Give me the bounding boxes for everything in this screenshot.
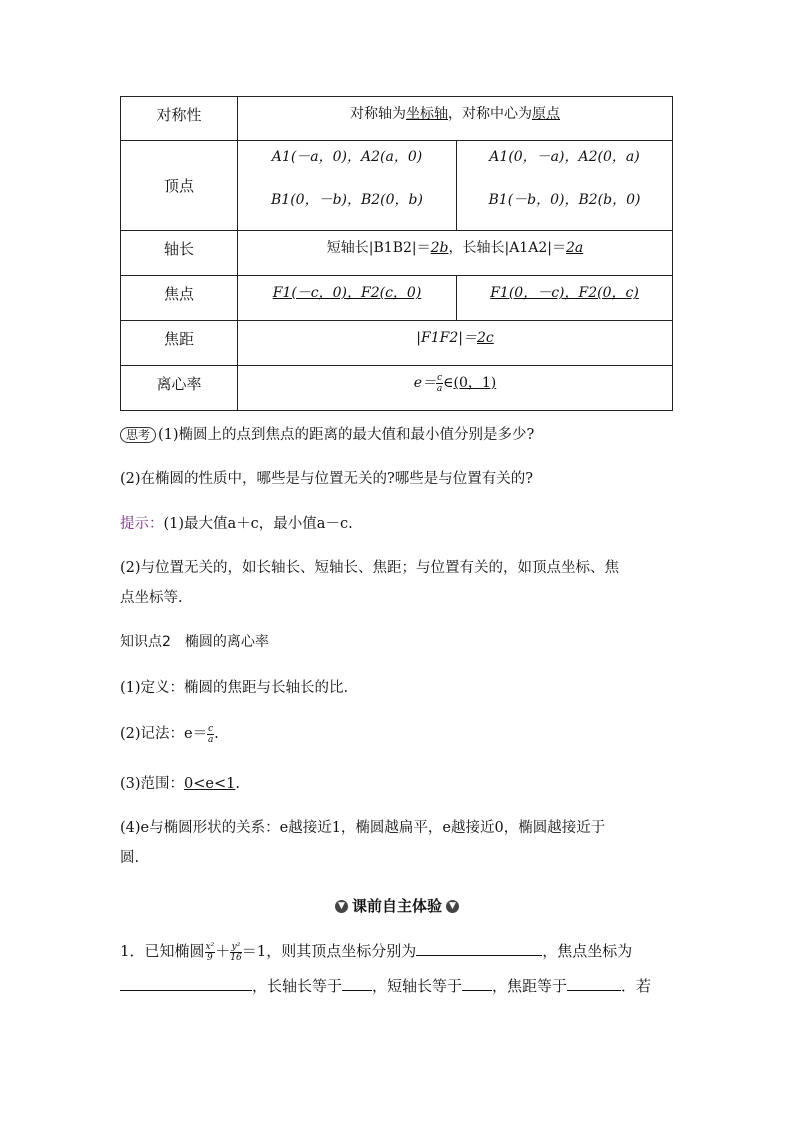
- hint-label: 提示：: [120, 516, 164, 532]
- eccentricity-range-answer: (0，1): [453, 375, 497, 391]
- exercise-1-line-1: 1．已知椭圆 $\frac{\text{x²}}{9}+$ $\frac{\text{y²}}{16}=1$，则其顶点坐标分别为 ，焦点坐标为: [120, 941, 633, 963]
- vertex-blank[interactable]: [416, 941, 542, 956]
- knowledge-title: 知识点2 椭圆的离心率: [120, 634, 269, 650]
- focus-horizontal: F1(－c，0)，F2(c，0): [238, 276, 457, 321]
- fraction-y: $\frac{\text{y²}}{16}$: [230, 941, 242, 963]
- ellipse-properties-table: [120, 96, 673, 411]
- section-heading: ▼ 课前自主体验 ▼: [0, 895, 794, 916]
- minor-axis-blank[interactable]: [462, 976, 492, 991]
- vertex-label: 顶点: [121, 141, 238, 231]
- fraction: $\frac{c}{a}$: [436, 372, 443, 394]
- vertex-vertical: [457, 141, 673, 231]
- table-row: [121, 97, 673, 141]
- knowledge-definition: (1)定义：椭圆的焦距与长轴长的比.: [120, 680, 349, 696]
- eccentricity-label: 离心率: [121, 366, 238, 411]
- exercise-1-line-2: ，长轴长等于 ，短轴长等于 ，焦距等于 ．若: [120, 975, 651, 996]
- hint-2-line-1: (2)与位置无关的，如长轴长、短轴长、焦距；与位置有关的，如顶点坐标、焦: [120, 560, 620, 576]
- down-arrow-circle-icon: ▼: [335, 900, 348, 913]
- knowledge-notation: (2)记法：e＝ $\frac{c}{a}$.: [120, 723, 219, 745]
- fraction: $\frac{c}{a}$: [207, 723, 214, 745]
- hint-2-line-2: 点坐标等.: [120, 590, 183, 606]
- knowledge-range: (3)范围：0<e<1.: [120, 776, 240, 792]
- knowledge-relation-line-1: (4)e与椭圆形状的关系：e越接近1，椭圆越扁平，e越接近0，椭圆越接近于: [120, 820, 606, 836]
- symmetry-center-answer: 原点: [532, 106, 560, 122]
- table-row: [121, 276, 673, 321]
- knowledge-relation-line-2: 圆.: [120, 850, 140, 866]
- focal-length-answer: 2c: [476, 330, 494, 346]
- range-answer: 0<e<1: [184, 776, 236, 792]
- symmetry-axis-answer: 坐标轴: [406, 106, 448, 122]
- eccentricity-value: e＝ $\frac{c}{a}\in(0$，1): [238, 366, 673, 411]
- focal-length-value: |F1F2|＝2c: [238, 321, 673, 366]
- vertex-v-B: B1(－b，0)，B2(b，0): [488, 192, 641, 208]
- hint-1: 提示：(1)最大值a＋c，最小值a－c.: [120, 516, 353, 532]
- axis-value: 短轴长|B1B2|＝2b，长轴长|A1A2|＝2a: [238, 231, 673, 276]
- table-row: [121, 141, 673, 231]
- focus-blank[interactable]: [120, 976, 252, 991]
- down-arrow-circle-icon: ▼: [446, 900, 459, 913]
- major-axis-blank[interactable]: [342, 976, 372, 991]
- focus-label: 焦点: [121, 276, 238, 321]
- focus-vertical: F1(0，－c)，F2(0，c): [457, 276, 673, 321]
- symmetry-value: 对称轴为坐标轴，对称中心为原点: [238, 97, 673, 141]
- vertex-h-B: B1(0，－b)，B2(0，b): [271, 192, 423, 208]
- symmetry-label: 对称性: [121, 97, 238, 141]
- table-row: [121, 366, 673, 411]
- vertex-h-A: A1(－a，0)，A2(a，0): [271, 149, 423, 165]
- vertex-v-A: A1(0，－a)，A2(0，a): [489, 149, 640, 165]
- axis-label: 轴长: [121, 231, 238, 276]
- major-axis-answer: 2a: [565, 240, 584, 256]
- minor-axis-answer: 2b: [430, 240, 449, 256]
- think-question-1: 思考 (1)椭圆上的点到焦点的距离的最大值和最小值分别是多少?: [120, 423, 534, 444]
- think-badge: 思考: [120, 427, 156, 443]
- fraction-x: $\frac{\text{x²}}{9}$: [205, 941, 215, 963]
- table-row: [121, 321, 673, 366]
- vertex-horizontal: [238, 141, 457, 231]
- focal-length-label: 焦距: [121, 321, 238, 366]
- table-row: [121, 231, 673, 276]
- focal-length-blank[interactable]: [567, 976, 621, 991]
- think-question-2: (2)在椭圆的性质中，哪些是与位置无关的?哪些是与位置有关的?: [120, 471, 534, 487]
